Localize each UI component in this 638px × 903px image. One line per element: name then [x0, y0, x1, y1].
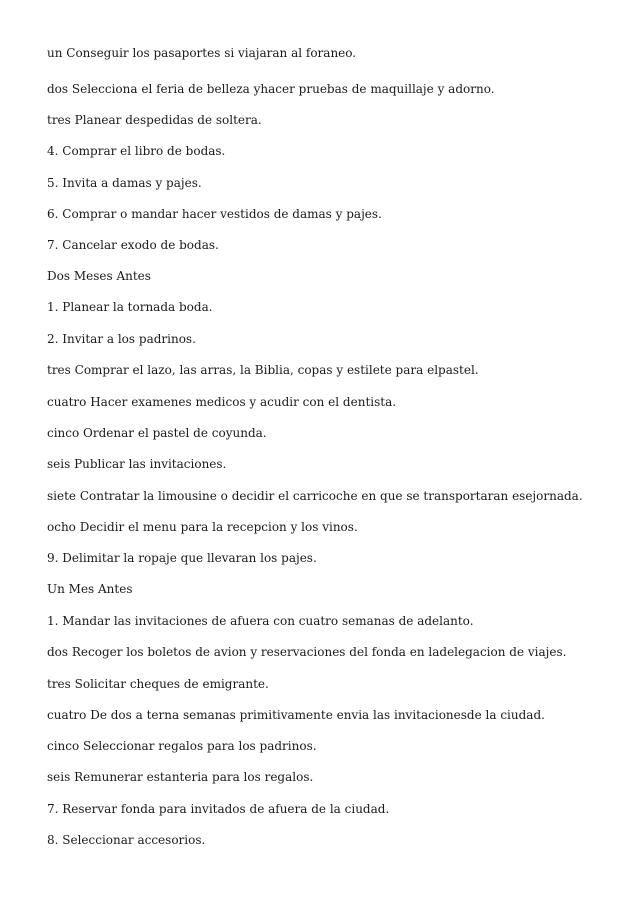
line-21: tres Solicitar cheques de emigrante.: [47, 677, 269, 691]
line-9: 1. Planear la tornada boda.: [47, 300, 213, 314]
line-7: 7. Cancelar exodo de bodas.: [47, 238, 219, 252]
line-26: 8. Seleccionar accesorios.: [47, 833, 206, 847]
line-25: 7. Reservar fonda para invitados de afuera de la ciudad.: [47, 802, 390, 816]
line-3: tres Planear despedidas de soltera.: [47, 113, 262, 127]
line-17: 9. Delimitar la ropaje que llevaran los pajes.: [47, 551, 317, 565]
line-12: cuatro Hacer examenes medicos y acudir con el dentista.: [47, 395, 397, 409]
line-5: 5. Invita a damas y pajes.: [47, 176, 202, 190]
section-heading-two-months: Dos Meses Antes: [47, 269, 151, 283]
line-1: un Conseguir los pasaportes si viajaran al foraneo.: [47, 46, 357, 60]
line-15: siete Contratar la limousine o decidir el carricoche en que se transportaran esejornada.: [47, 489, 583, 503]
line-2: dos Selecciona el feria de belleza yhacer pruebas de maquillaje y adorno.: [47, 82, 495, 96]
line-16: ocho Decidir el menu para la recepcion y los vinos.: [47, 520, 358, 534]
line-13: cinco Ordenar el pastel de coyunda.: [47, 426, 267, 440]
line-19: 1. Mandar las invitaciones de afuera con cuatro semanas de adelanto.: [47, 614, 474, 628]
line-14: seis Publicar las invitaciones.: [47, 457, 227, 471]
section-heading-one-month: Un Mes Antes: [47, 582, 133, 596]
line-11: tres Comprar el lazo, las arras, la Biblia, copas y estilete para elpastel.: [47, 363, 479, 377]
line-24: seis Remunerar estanteria para los regalos.: [47, 770, 314, 784]
line-23: cinco Seleccionar regalos para los padrinos.: [47, 739, 317, 753]
line-10: 2. Invitar a los padrinos.: [47, 332, 196, 346]
line-4: 4. Comprar el libro de bodas.: [47, 144, 226, 158]
line-6: 6. Comprar o mandar hacer vestidos de damas y pajes.: [47, 207, 382, 221]
line-22: cuatro De dos a terna semanas primitivamente envia las invitacionesde la ciudad.: [47, 708, 545, 722]
line-20: dos Recoger los boletos de avion y reservaciones del fonda en ladelegacion de viajes.: [47, 645, 567, 659]
